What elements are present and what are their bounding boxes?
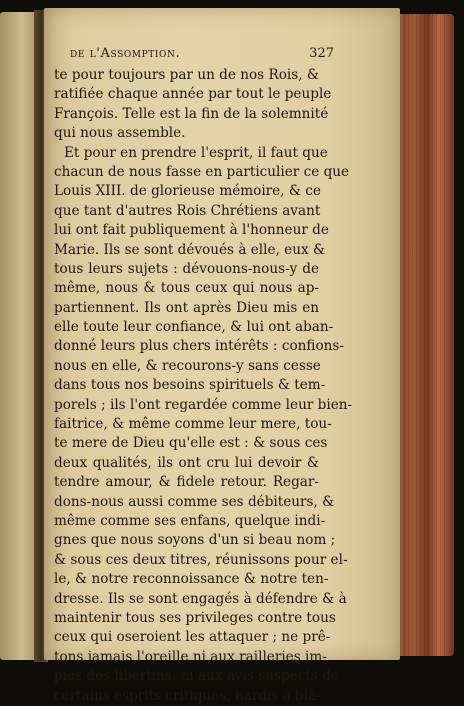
text-line: lui ont fait publiquement à l'honneur de [54, 222, 329, 239]
text-line: porels ; ils l'ont regardée comme leur bien- [54, 396, 353, 413]
text-line: certains esprits critiques, hardis à blâ- [54, 687, 321, 704]
text-line: & sous ces deux titres, réunissons pour el- [54, 551, 348, 568]
running-head [54, 46, 334, 64]
text-line: dans tous nos besoins spirituels & tem- [54, 377, 326, 394]
text-line: ratifiée chaque année par tout le peuple [54, 86, 332, 103]
text-line: partiennent. Ils ont après Dieu mis en [54, 299, 319, 316]
text-line: gnes que nous soyons d'un si beau nom ; [54, 532, 336, 549]
text-line: François. Telle est la fin de la solemnité [54, 105, 329, 122]
text-line: nous en elle, & recourons-y sans cesse [54, 357, 321, 374]
text-line: même, nous & tous ceux qui nous ap- [54, 280, 319, 297]
text-line: chacun de nous fasse en particulier ce que [54, 163, 350, 180]
text-line: tendre amour, & fidele retour. Regar- [54, 474, 319, 491]
text-line: deux qualités, ils ont cru lui devoir & [54, 454, 319, 471]
text-line: Et pour en prendre l'esprit, il faut que [64, 144, 328, 161]
text-line: tous leurs sujets : dévouons-nous-y de [54, 260, 319, 277]
text-line: donné leurs plus chers intérêts : confions- [54, 338, 344, 355]
text-line: le, & notre reconnoissance & notre ten- [54, 571, 329, 588]
text-line: te mere de Dieu qu'elle est : & sous ces [54, 435, 328, 452]
text-line: elle toute leur confiance, & lui ont aban- [54, 319, 334, 336]
running-head-title: de l'Assomption. [70, 46, 181, 61]
text-line: faitrice, & même comme leur mere, tou- [54, 416, 332, 433]
text-line: qui nous assemble. [54, 125, 186, 142]
text-line: Marie. Ils se sont dévoués à elle, eux & [54, 241, 326, 258]
text-line: dons-nous aussi comme ses débiteurs, & [54, 493, 335, 510]
text-line: te pour toujours par un de nos Rois, & [54, 67, 319, 83]
text-line: tons jamais l'oreille ni aux railleries im- [54, 648, 327, 665]
text-line: dresse. Ils se sont engagés à défendre & à [54, 590, 347, 607]
page-number: 327 [309, 46, 334, 61]
text-line: pies des libertins, ni aux avis suspects de [54, 668, 339, 685]
text-line: ceux qui oseroient les attaquer ; ne prê- [54, 629, 331, 646]
page-edge-texture [400, 14, 446, 656]
text-line: même comme ses enfans, quelque indi- [54, 512, 326, 529]
text-line: maintenir tous ses privileges contre tous [54, 609, 336, 626]
text-line: Louis XIII. de glorieuse mémoire, & ce [54, 183, 321, 200]
text-line: que tant d'autres Rois Chrétiens avant [54, 202, 321, 219]
body-text [54, 66, 353, 706]
